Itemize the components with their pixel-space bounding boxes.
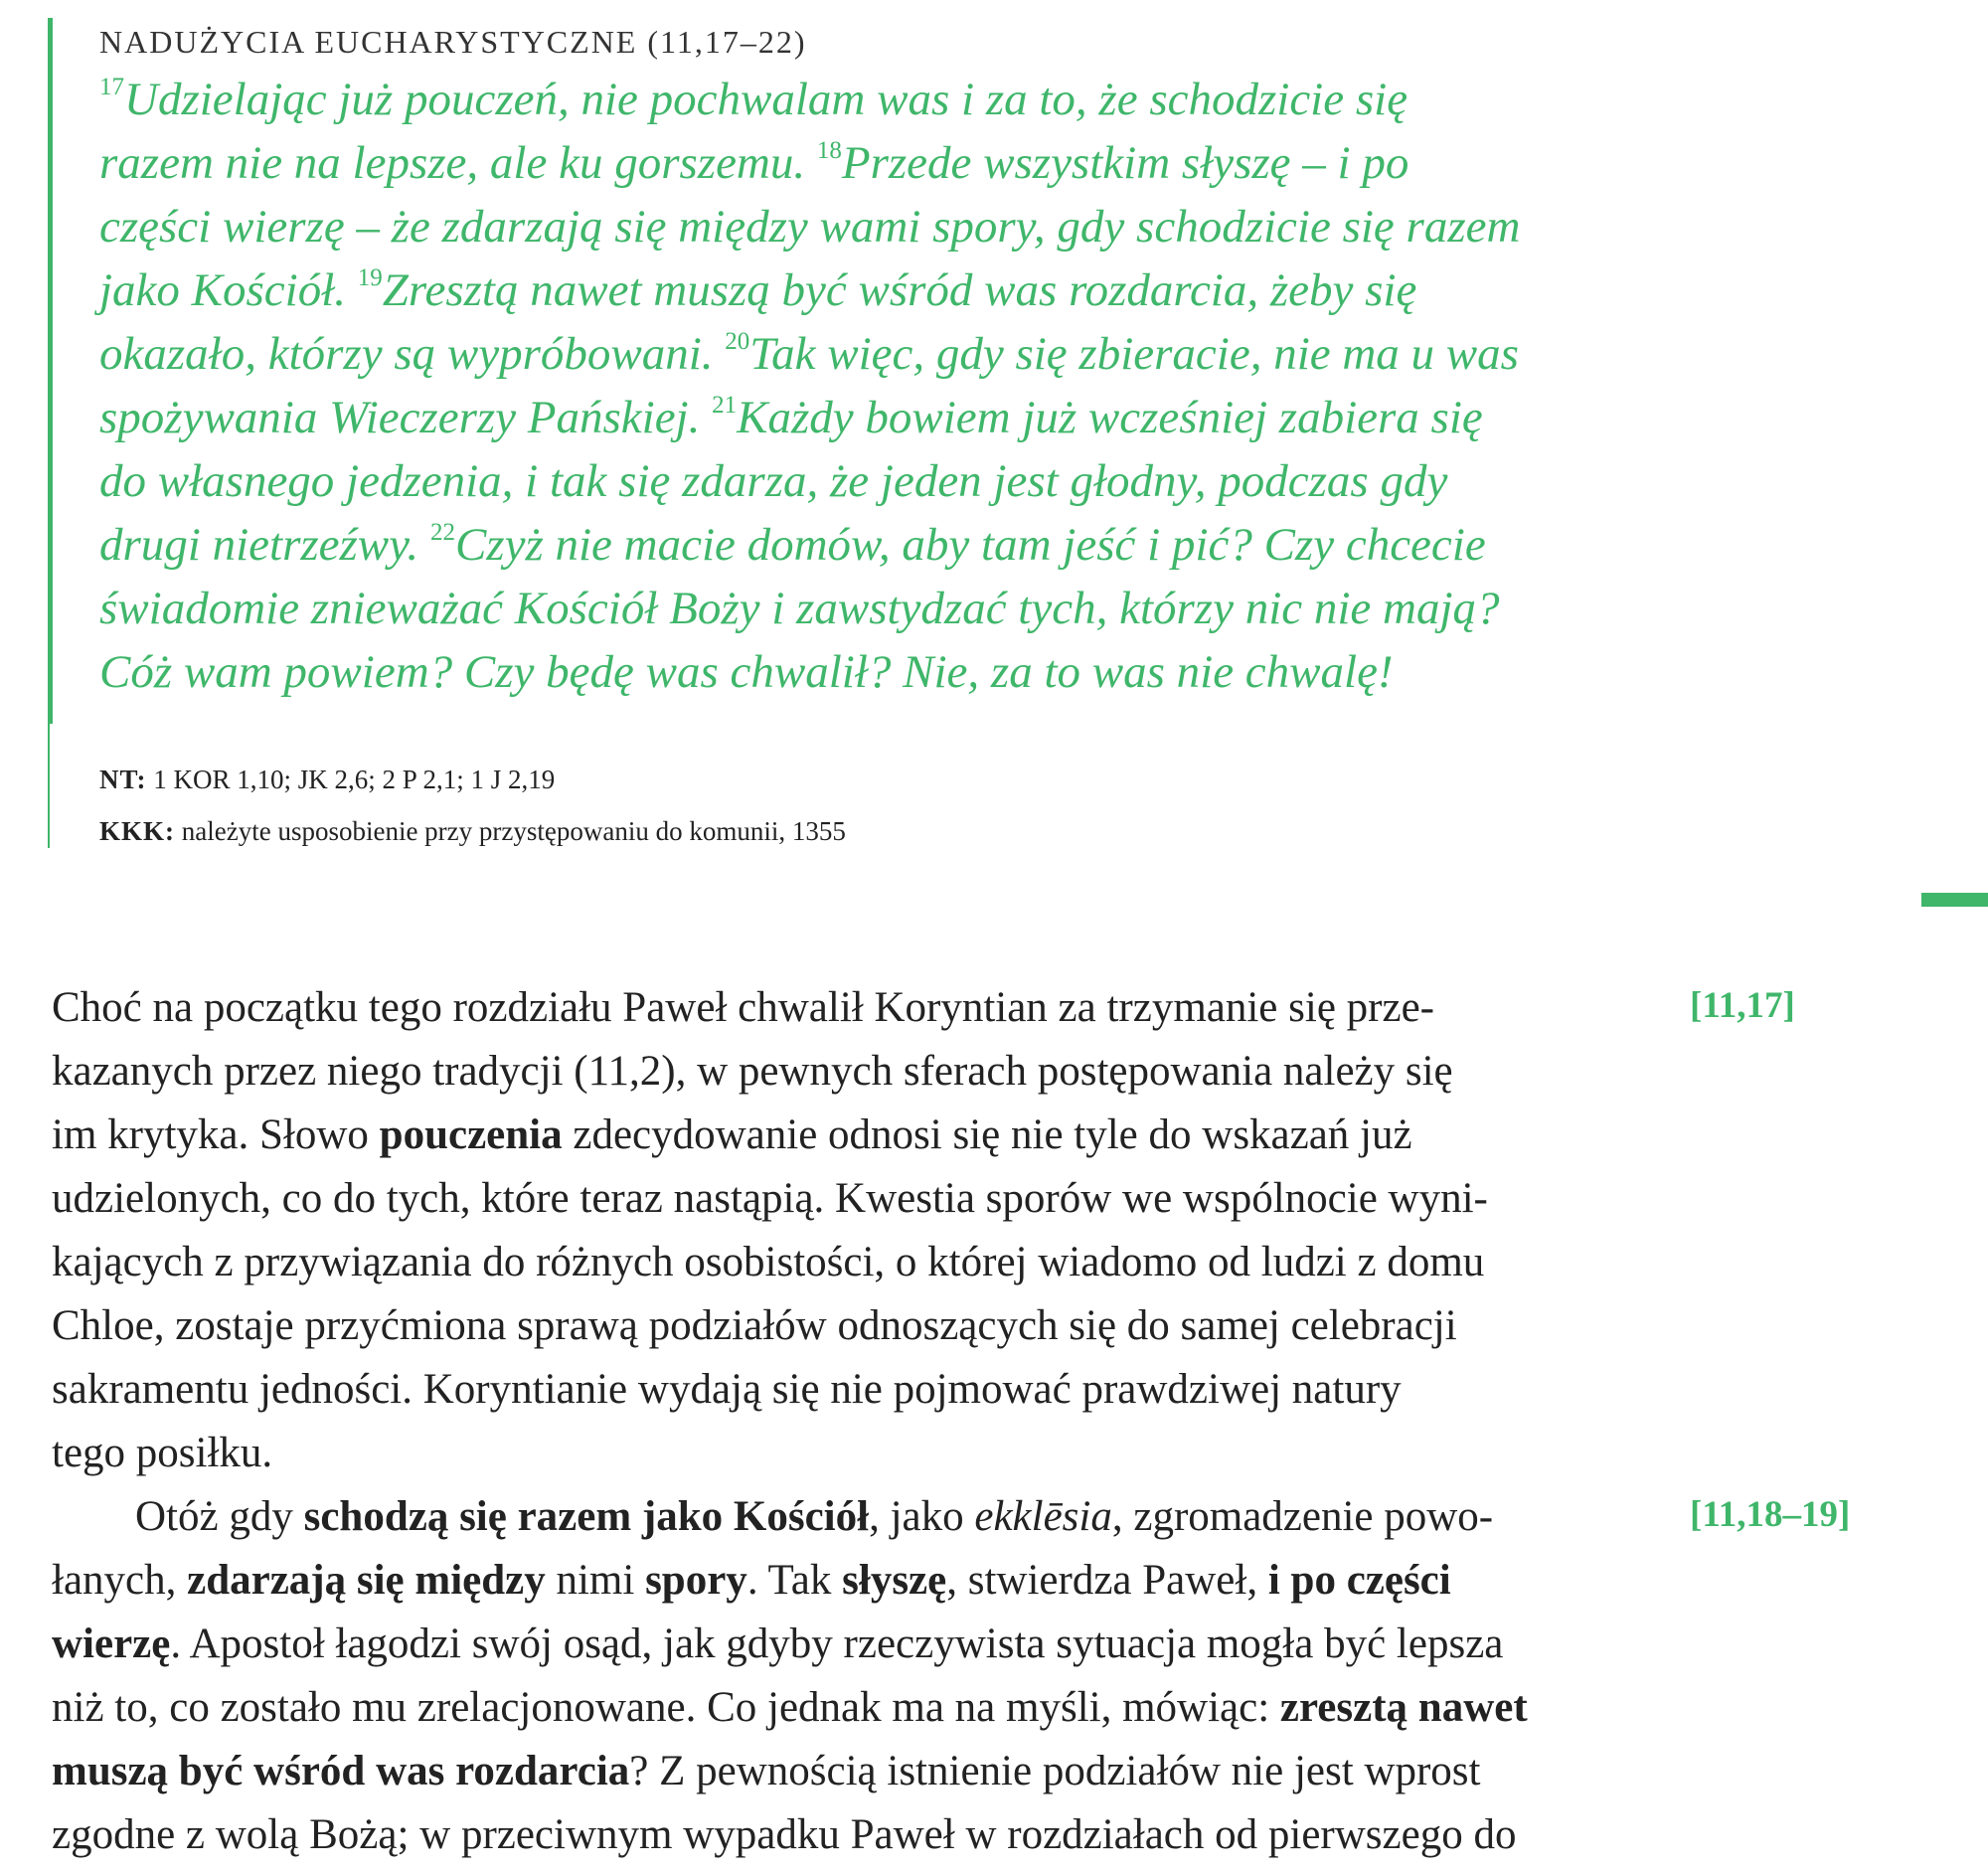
commentary-text: kazanych przez niego tradycji (11,2), w pewnych sferach postępowania należy się <box>52 1048 1453 1095</box>
scripture-line <box>99 386 1520 449</box>
commentary-line <box>52 1803 1662 1867</box>
verse-number: 18 <box>816 137 842 164</box>
section-heading: NADUŻYCIA EUCHARYSTYCZNE (11,17–22) <box>99 24 807 60</box>
commentary-line <box>52 1040 1662 1104</box>
verse-text: części wierzę – że zdarzają się między wami spory, gdy schodzicie się razem <box>99 201 1521 253</box>
verse-text: Tak więc, gdy się zbieracie, nie ma u was <box>749 328 1519 380</box>
verse-text: spożywania Wieczerzy Pańskiej. <box>99 392 713 443</box>
commentary-text: tego posiłku. <box>52 1430 273 1476</box>
verse-number: 22 <box>429 519 455 546</box>
verse-text: Przede wszystkim słyszę – i po <box>841 137 1409 189</box>
commentary-line <box>52 1358 1662 1422</box>
verse-text: Cóż wam powiem? Czy będę was chwalił? Nie, za to was nie chwalę! <box>99 646 1394 698</box>
refs-side-bar <box>48 724 50 848</box>
bold-phrase: pouczenia <box>379 1111 563 1158</box>
scripture-line <box>99 449 1520 513</box>
commentary-line <box>52 1676 1662 1740</box>
margin-ref-label: [11,18–19] <box>1690 1494 1851 1535</box>
reference-text: 1 KOR 1,10; JK 2,6; 2 P 2,1; 1 J 2,19 <box>146 765 556 794</box>
commentary-line <box>52 976 1662 1040</box>
scripture-line <box>99 131 1520 195</box>
commentary-text: , zgromadzenie powo- <box>1111 1493 1494 1540</box>
bold-phrase: zresztą nawet <box>1279 1684 1528 1731</box>
scripture-passage <box>99 68 1520 704</box>
verse-text: Udzielając już pouczeń, nie pochwalam was i za to, że schodzicie się <box>124 74 1408 125</box>
scripture-side-bar <box>48 18 53 724</box>
commentary-text: zgodne z wolą Bożą; w przeciwnym wypadku Paweł w rozdziałach od pierwszego do <box>52 1811 1517 1858</box>
scripture-line <box>99 640 1520 704</box>
bold-phrase: zdarzają się między <box>187 1557 546 1604</box>
commentary-text: , stwierdza Paweł, <box>946 1557 1268 1604</box>
bold-phrase: słyszę <box>842 1557 947 1604</box>
verse-number: 17 <box>99 74 124 100</box>
commentary-line <box>52 1549 1662 1613</box>
commentary-text: udzielonych, co do tych, które teraz nastąpią. Kwestia sporów we wspólnocie wyni- <box>52 1175 1488 1222</box>
margin-ref-label: [11,17] <box>1690 985 1795 1026</box>
verse-number: 21 <box>712 392 738 419</box>
bold-phrase: schodzą się razem jako Kościół <box>303 1493 870 1540</box>
verse-text: razem nie na lepsze, ale ku gorszemu. <box>99 137 817 189</box>
italic-term: ekklēsia <box>974 1493 1112 1540</box>
verse-number: 19 <box>357 264 383 291</box>
verse-text: do własnego jedzenia, i tak się zdarza, że jeden jest głodny, podczas gdy <box>99 455 1448 507</box>
commentary-line <box>52 1104 1662 1167</box>
scripture-line <box>99 68 1520 131</box>
verse-text: świadomie znieważać Kościół Boży i zawstydzać tych, którzy nic nie mają? <box>99 583 1500 634</box>
commentary-line <box>52 1740 1662 1803</box>
commentary-text: , jako <box>869 1493 975 1540</box>
bold-phrase: wierzę <box>52 1620 171 1667</box>
bold-phrase: spory <box>645 1557 747 1604</box>
commentary-text: zdecydowanie odnosi się nie tyle do wskazań już <box>562 1111 1412 1158</box>
commentary-line <box>52 1167 1662 1231</box>
verse-text: Każdy bowiem już wcześniej zabiera się <box>737 392 1483 443</box>
commentary-text: ? Z pewnością istnienie podziałów nie jest wprost <box>629 1748 1481 1794</box>
scripture-line <box>99 322 1520 386</box>
reference-line <box>99 754 846 805</box>
verse-text: Zresztą nawet muszą być wśród was rozdarcia, żeby się <box>382 264 1417 316</box>
commentary-line <box>52 1613 1662 1676</box>
commentary-line <box>52 1231 1662 1294</box>
commentary-text: sakramentu jedności. Koryntianie wydają się nie pojmować prawdziwej natury <box>52 1366 1402 1413</box>
commentary-text: Otóż gdy <box>135 1493 304 1540</box>
scripture-line <box>99 513 1520 577</box>
commentary-text: . Tak <box>746 1557 843 1604</box>
bold-phrase: muszą być wśród was rozdarcia <box>52 1748 630 1794</box>
reference-text: należyte usposobienie przy przystępowaniu do komunii, 1355 <box>175 816 846 846</box>
commentary-text: Chloe, zostaje przyćmiona sprawą podziałów odnoszących się do samej celebracji <box>52 1302 1457 1349</box>
scripture-line <box>99 577 1520 640</box>
scripture-line <box>99 195 1520 258</box>
commentary-text: niż to, co zostało mu zrelacjonowane. Co jednak ma na myśli, mówiąc: <box>52 1684 1280 1731</box>
verse-text: drugi nietrzeźwy. <box>99 519 430 571</box>
verse-text: okazało, którzy są wypróbowani. <box>99 328 726 380</box>
reference-label: KKK: <box>99 816 175 846</box>
commentary-line <box>52 1485 1662 1549</box>
cross-references <box>99 754 846 857</box>
reference-line <box>99 805 846 857</box>
verse-number: 20 <box>725 328 750 355</box>
bold-phrase: i po części <box>1267 1557 1451 1604</box>
reference-label: NT: <box>99 765 147 794</box>
commentary-text: Choć na początku tego rozdziału Paweł chwalił Koryntian za trzymanie się prze- <box>52 984 1434 1031</box>
commentary-line <box>52 1294 1662 1358</box>
commentary-text: nimi <box>545 1557 646 1604</box>
verse-text: jako Kościół. <box>99 264 358 316</box>
verse-text: Czyż nie macie domów, aby tam jeść i pić? Czy chcecie <box>454 519 1486 571</box>
commentary-body <box>52 976 1662 1867</box>
commentary-text: . Apostoł łagodzi swój osąd, jak gdyby rzeczywista sytuacja mogła być lepsza <box>170 1620 1504 1667</box>
commentary-line <box>52 1422 1662 1485</box>
commentary-text: kających z przywiązania do różnych osobistości, o której wiadomo od ludzi z domu <box>52 1239 1485 1285</box>
commentary-text: im krytyka. Słowo <box>52 1111 380 1158</box>
scripture-line <box>99 258 1520 322</box>
page-edge-tab <box>1921 893 1988 907</box>
commentary-text: łanych, <box>52 1557 188 1604</box>
